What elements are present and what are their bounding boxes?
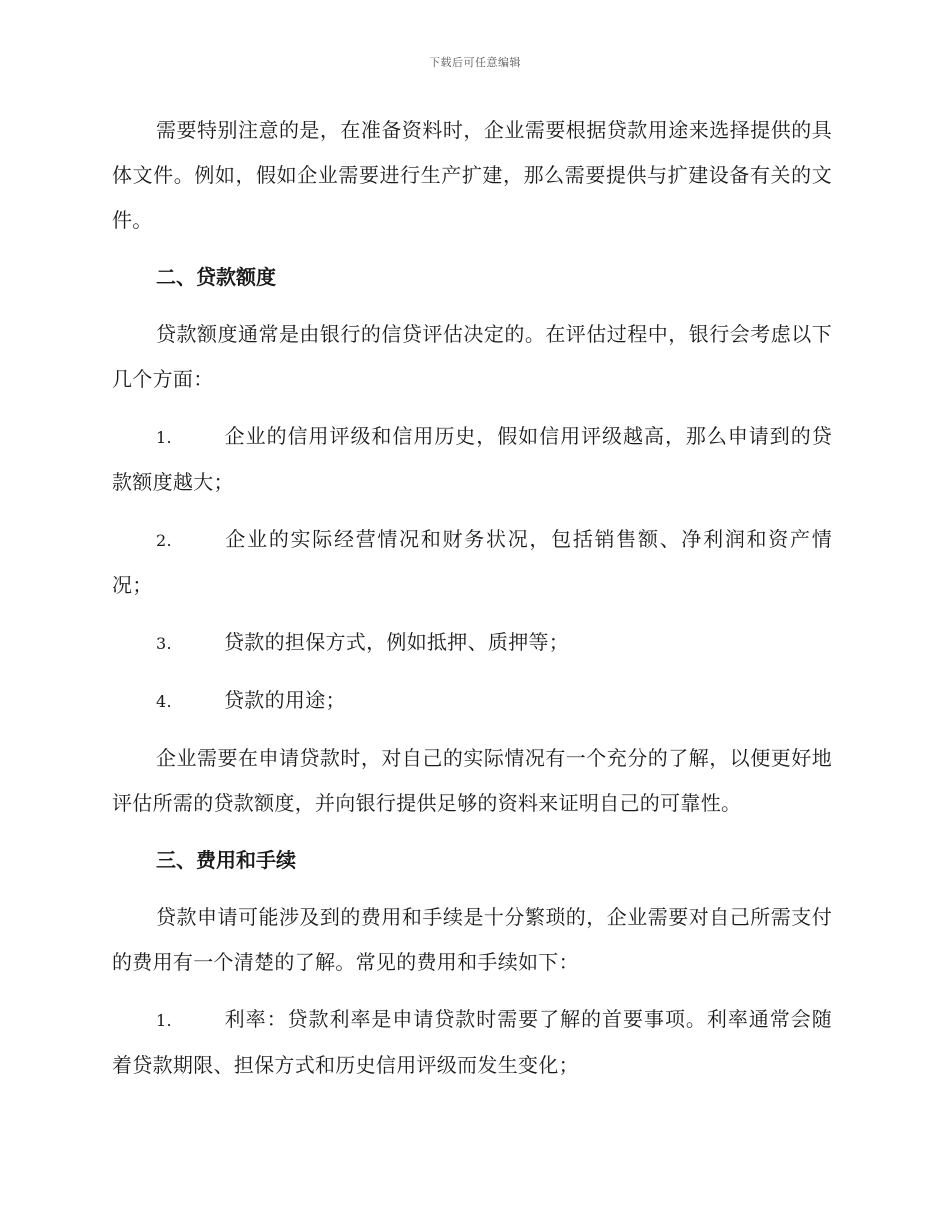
section-heading-fees: 三、费用和手续: [156, 848, 296, 872]
document-body: [112, 108, 832, 1100]
list-item: [112, 414, 832, 505]
section-heading-loan-amount: 二、贷款额度: [156, 265, 276, 289]
list-item-text: 贷款的担保方式，例如抵押、质押等；: [224, 630, 570, 654]
paragraph-loan-amount-intro: 贷款额度通常是由银行的信贷评估决定的。在评估过程中，银行会考虑以下几个方面：: [112, 322, 832, 391]
list-item-text: 利率：贷款利率是申请贷款时需要了解的首要事项。利率通常会随着贷款期限、担保方式和历史信用评级而发生变化；: [112, 1007, 832, 1077]
list-number: 3.: [156, 634, 172, 653]
page-header: 下载后可任意编辑: [429, 56, 521, 69]
list-item-text: 贷款的用途；: [224, 688, 346, 712]
list-item: [112, 620, 832, 666]
list-number: 2.: [156, 531, 172, 550]
list-item-text: 企业的实际经营情况和财务状况，包括销售额、净利润和资产情况；: [112, 527, 832, 597]
list-item: [112, 517, 832, 608]
list-number: 1.: [156, 1011, 172, 1030]
list-number: 1.: [156, 428, 172, 447]
paragraph-fees-intro: 贷款申请可能涉及到的费用和手续是十分繁琐的，企业需要对自己所需支付的费用有一个清楚的了解。常见的费用和手续如下：: [112, 905, 832, 974]
list-item-text: 企业的信用评级和信用历史，假如信用评级越高，那么申请到的贷款额度越大；: [112, 424, 832, 494]
paragraph-document-requirements: 需要特别注意的是，在准备资料时，企业需要根据贷款用途来选择提供的具体文件。例如，假如企业需要进行生产扩建，那么需要提供与扩建设备有关的文件。: [112, 118, 832, 232]
list-item: [112, 997, 832, 1088]
list-number: 4.: [156, 692, 172, 711]
list-item: [112, 678, 832, 724]
paragraph-loan-amount-summary: 企业需要在申请贷款时，对自己的实际情况有一个充分的了解，以便更好地评估所需的贷款额度，并向银行提供足够的资料来证明自己的可靠性。: [112, 746, 832, 815]
